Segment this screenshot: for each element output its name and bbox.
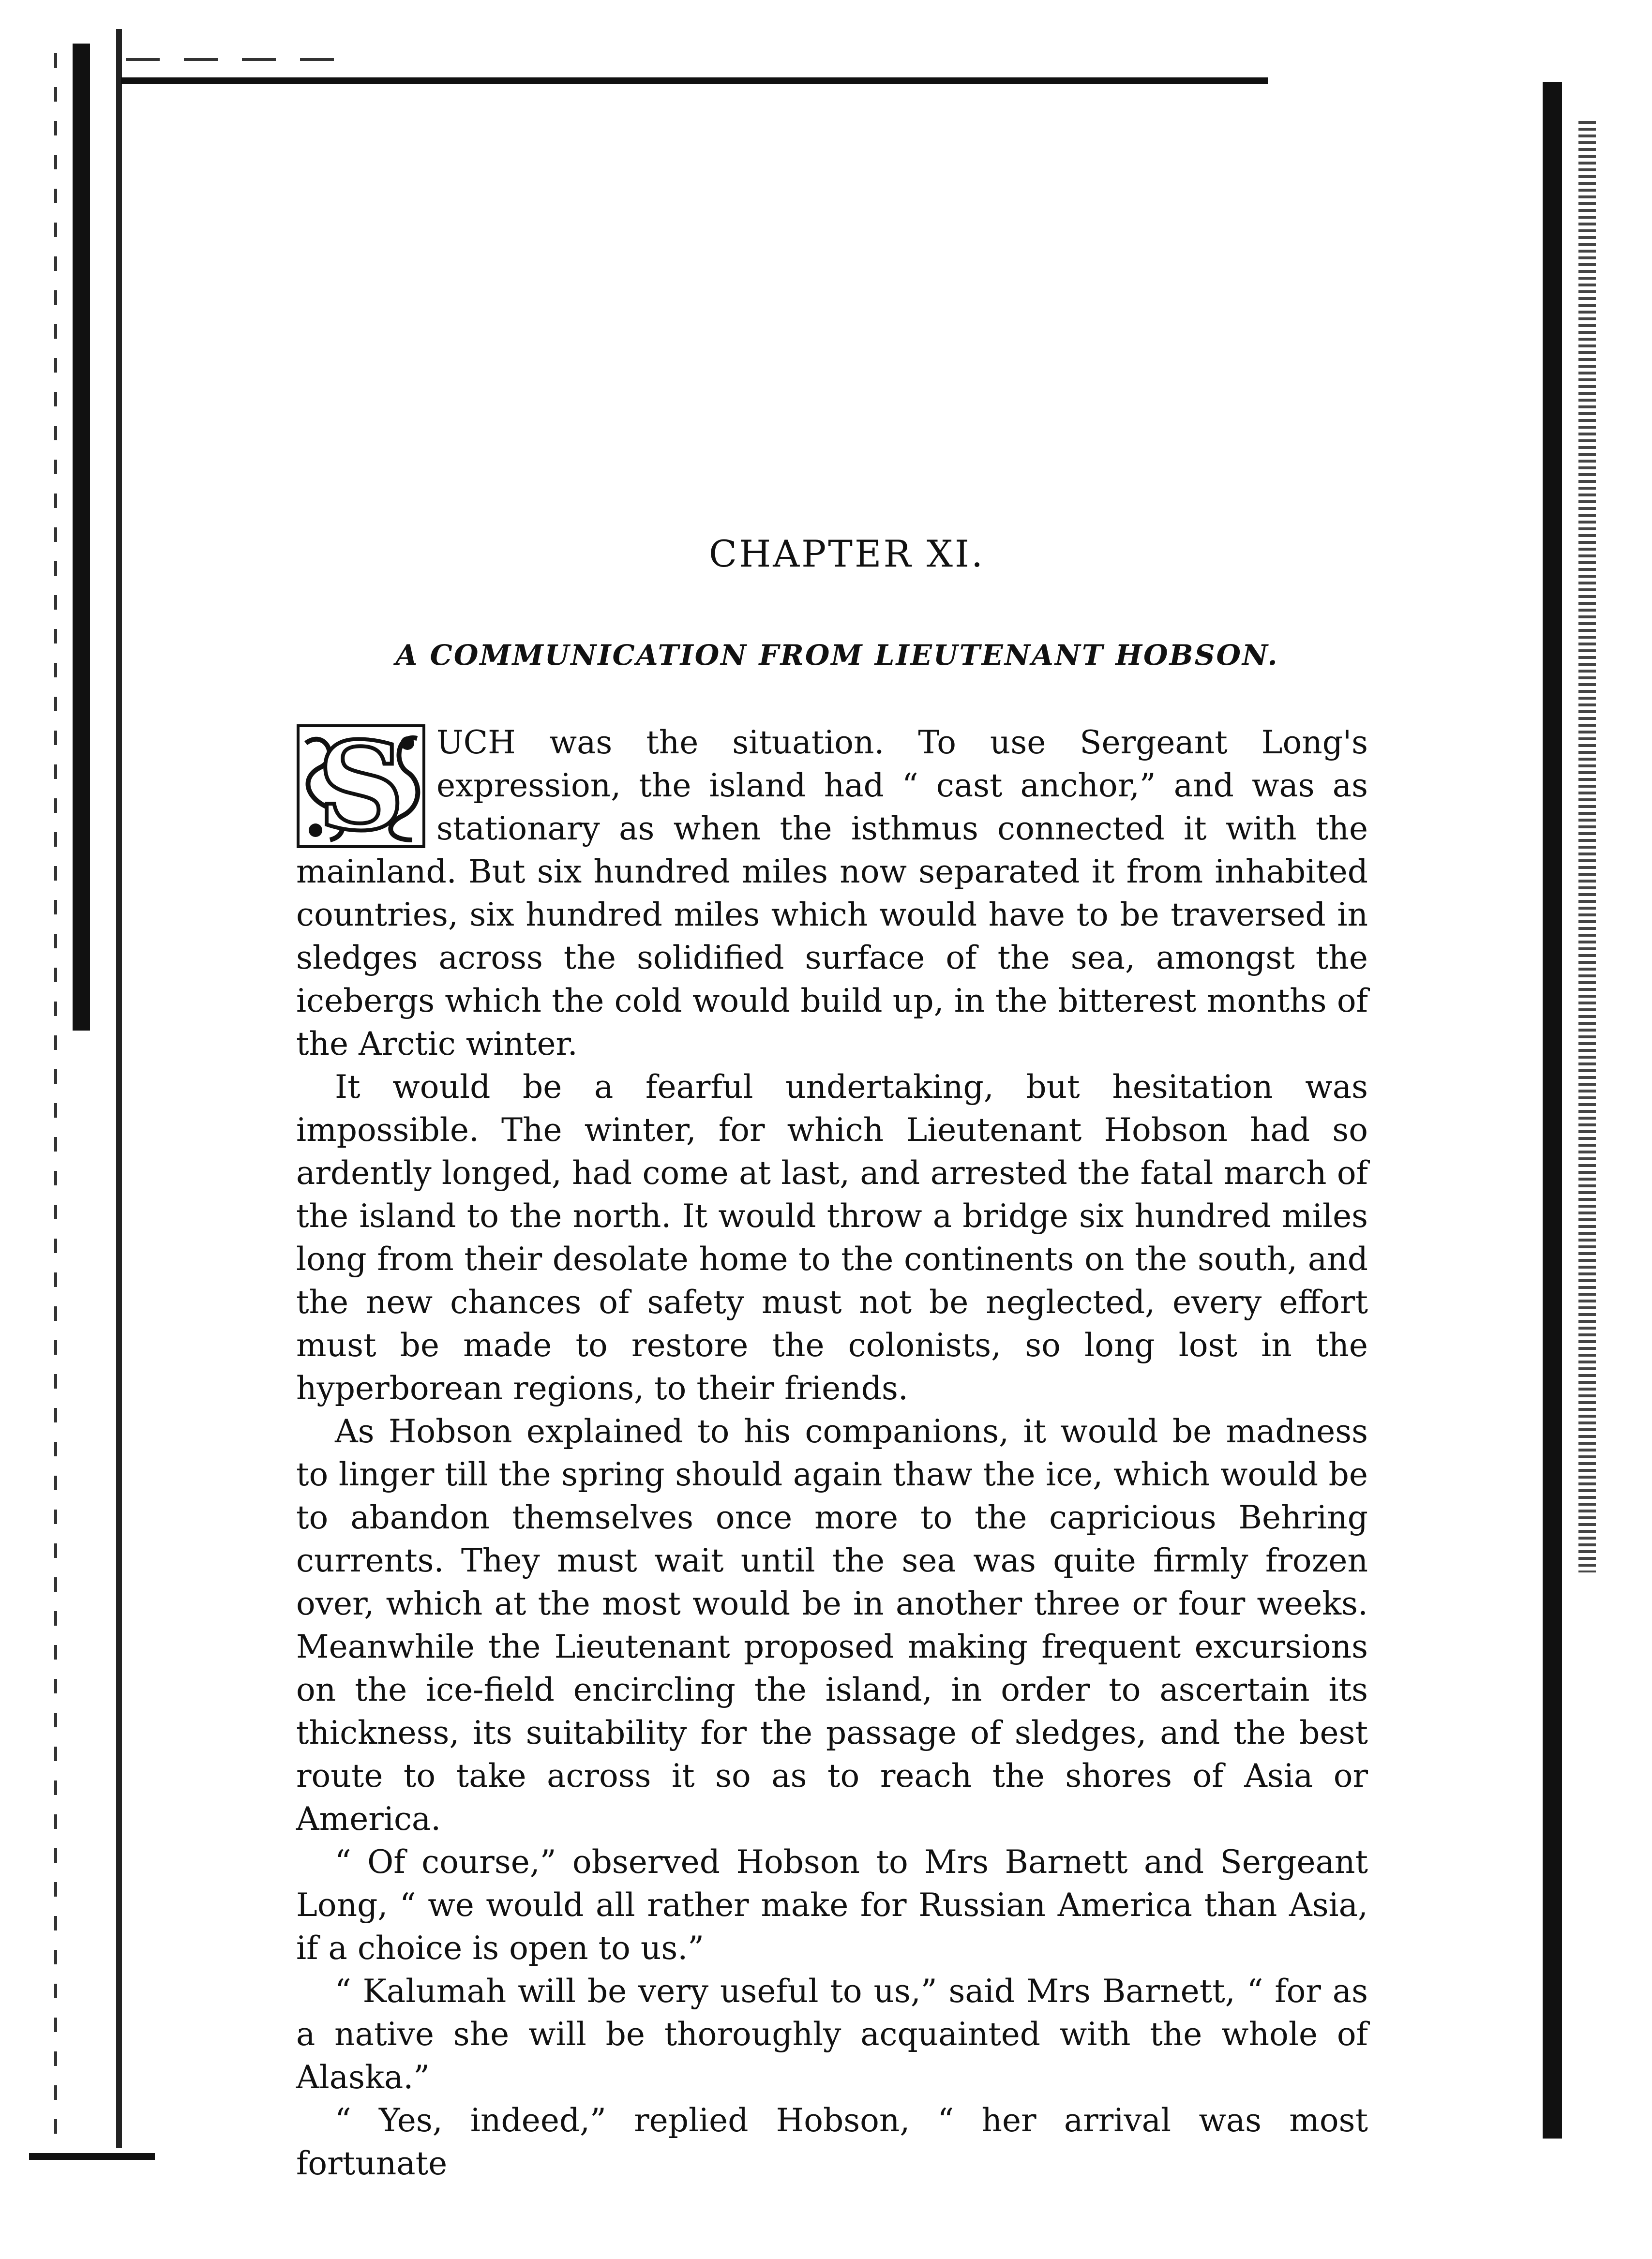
chapter-heading: CHAPTER XI. bbox=[708, 532, 985, 575]
chapter-subtitle: A COMMUNICATION FROM LIEUTENANT HOBSON. bbox=[395, 639, 1279, 672]
paragraph-3: As Hobson explained to his companions, it would be madness to linger till the spring should again thaw the ice, which would be to abandon themselves once more to the capricious Behring currents. They must wait until the sea was quite firmly frozen over, which at the most would be in another three or four weeks. Meanwhile the Lieutenant proposed making frequent excursions on the ice-field encircling the island, in order to ascertain its thickness, its suitability for the passage of sledges, and the best route to take across it so as to reach the shores of Asia or America. bbox=[296, 1413, 1368, 1838]
binding-edge bbox=[73, 44, 90, 1031]
right-page-edge bbox=[1543, 82, 1562, 2139]
top-rule bbox=[121, 77, 1268, 84]
top-rule-dashes bbox=[126, 58, 344, 61]
paragraph-6: “ Yes, indeed,” replied Hobson, “ her arrival was most fortunate bbox=[296, 2102, 1368, 2182]
binding-edge-dashes bbox=[54, 53, 57, 2134]
paragraph-5: “ Kalumah will be very useful to us,” said Mrs Barnett, “ for as a native she will be thoroughly acquainted with the whole of Alaska.” bbox=[296, 1973, 1368, 2096]
binding-edge-line bbox=[116, 29, 122, 2148]
drop-cap-ornament: S bbox=[296, 724, 426, 849]
body-text bbox=[296, 715, 1368, 2185]
paragraph-1: S UCH was the situation. To use Sergeant Long's expression, the island had “ cast anchor,” and was as stationary as when the isthmus connected it with the mainland. But six hundred miles now separated it from inhabited countries, six hundred miles which would have to be traversed in sledges across the solidified surface of the sea, amongst the icebergs which the cold would build up, in the bitterest months of the Arctic winter. bbox=[296, 715, 1368, 1062]
paragraph-2: It would be a fearful undertaking, but hesitation was impossible. The winter, for which Lieutenant Hobson had so ardently longed, had come at last, and arrested the fatal march of the island to the north. It would throw a bridge six hundred miles long from their desolate home to the continents on the south, and the new chances of safety must not be neglected, every effort must be made to restore the colonists, so long lost in the hyperborean regions, to their friends. bbox=[296, 1068, 1368, 1407]
paragraph-4: “ Of course,” observed Hobson to Mrs Barnett and Sergeant Long, “ we would all rather make for Russian America than Asia, if a choice is open to us.” bbox=[296, 1843, 1368, 1967]
binding-corner-mark bbox=[29, 2153, 155, 2160]
right-page-edge-texture bbox=[1578, 121, 1596, 1572]
